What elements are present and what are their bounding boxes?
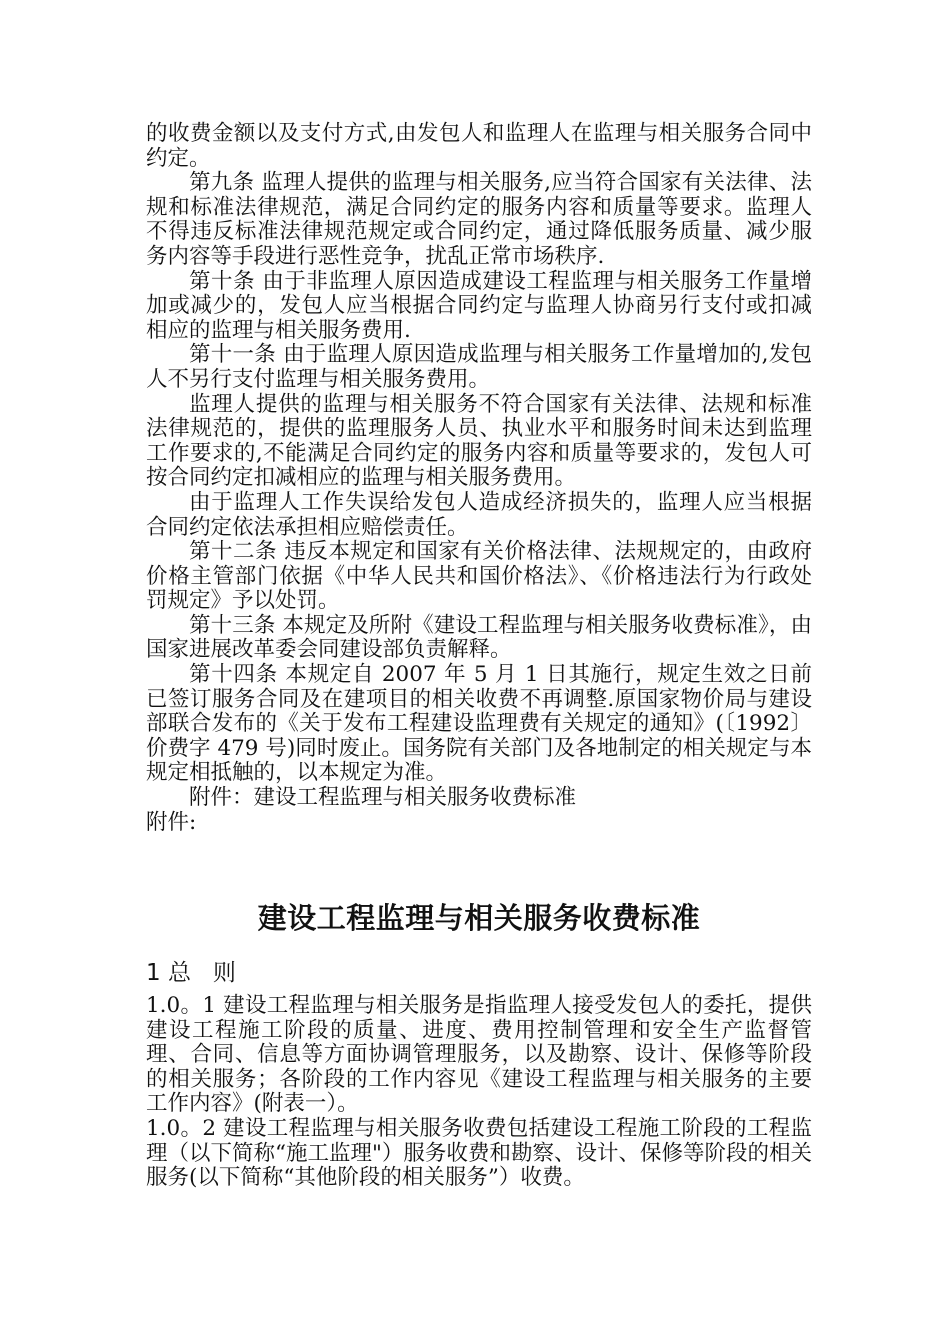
article-paragraph: 第十三条 本规定及所附《建设工程监理与相关服务收费标准》，由国家进展改革委会同建设部负责解释。	[146, 612, 812, 663]
article-paragraph: 的收费金额以及支付方式,由发包人和监理人在监理与相关服务合同中约定。	[146, 121, 812, 171]
article-paragraph: 第十二条 违反本规定和国家有关价格法律、法规规定的，由政府价格主管部门依据《中华人民共和国价格法》、《价格违法行为行政处罚规定》予以处罚。	[146, 539, 812, 614]
article-paragraph: 由于监理人工作失误给发包人造成经济损失的，监理人应当根据合同约定依法承担相应赔偿责任。	[146, 489, 812, 540]
article-paragraph: 第十条 由于非监理人原因造成建设工程监理与相关服务工作量增加或减少的，发包人应当根据合同约定与监理人协商另行支付或扣减相应的监理与相关服务费用.	[146, 268, 812, 343]
clause-paragraph: 1.0。2 建设工程监理与相关服务收费包括建设工程施工阶段的工程监理（以下简称“施工监理"）服务收费和勘察、设计、保修等阶段的相关服务(以下简称“其他阶段的相关服务”）收费。	[146, 1115, 812, 1191]
article-paragraph: 第十一条 由于监理人原因造成监理与相关服务工作量增加的,发包人不另行支付监理与相关服务费用。	[146, 342, 812, 392]
section-heading: 1 总 则	[146, 960, 236, 986]
document-title: 建设工程监理与相关服务收费标准	[257, 901, 701, 935]
article-paragraph: 第十四条 本规定自 2007 年 5 月 1 日其施行，规定生效之日前已签订服务合同及在建项目的相关收费不再调整.原国家物价局与建设部联合发布的《关于发布工程建设监理费有关规定的通知》(〔1992〕价费字 479 号)同时废止。国务院有关部门及各地制定的相关规定与本规定相抵触的，以本规定为准。	[146, 662, 812, 786]
article-paragraph: 第九条 监理人提供的监理与相关服务,应当符合国家有关法律、法规和标准法律规范，满足合同约定的服务内容和质量等要求。监理人不得违反标准法律规范规定或合同约定，通过降低服务质量、减少服务内容等手段进行恶性竞争，扰乱正常市场秩序.	[146, 170, 812, 269]
regulation-articles	[146, 122, 812, 835]
article-paragraph: 附件：建设工程监理与相关服务收费标准	[189, 785, 577, 811]
section-general-provisions	[146, 994, 812, 1191]
article-paragraph: 监理人提供的监理与相关服务不符合国家有关法律、法规和标准法律规范的，提供的监理服务人员、执业水平和服务时间未达到监理工作要求的,不能满足合同约定的服务内容和质量等要求的，发包人可按合同约定扣减相应的监理与相关服务费用。	[146, 391, 812, 491]
article-paragraph: 附件:	[146, 809, 197, 835]
clause-paragraph: 1.0。1 建设工程监理与相关服务是指监理人接受发包人的委托，提供建设工程施工阶段的质量、进度、费用控制管理和安全生产监督管理、合同、信息等方面协调管理服务，以及勘察、设计、保修等阶段的相关服务；各阶段的工作内容见《建设工程监理与相关服务的主要工作内容》(附表一）。	[146, 993, 812, 1117]
